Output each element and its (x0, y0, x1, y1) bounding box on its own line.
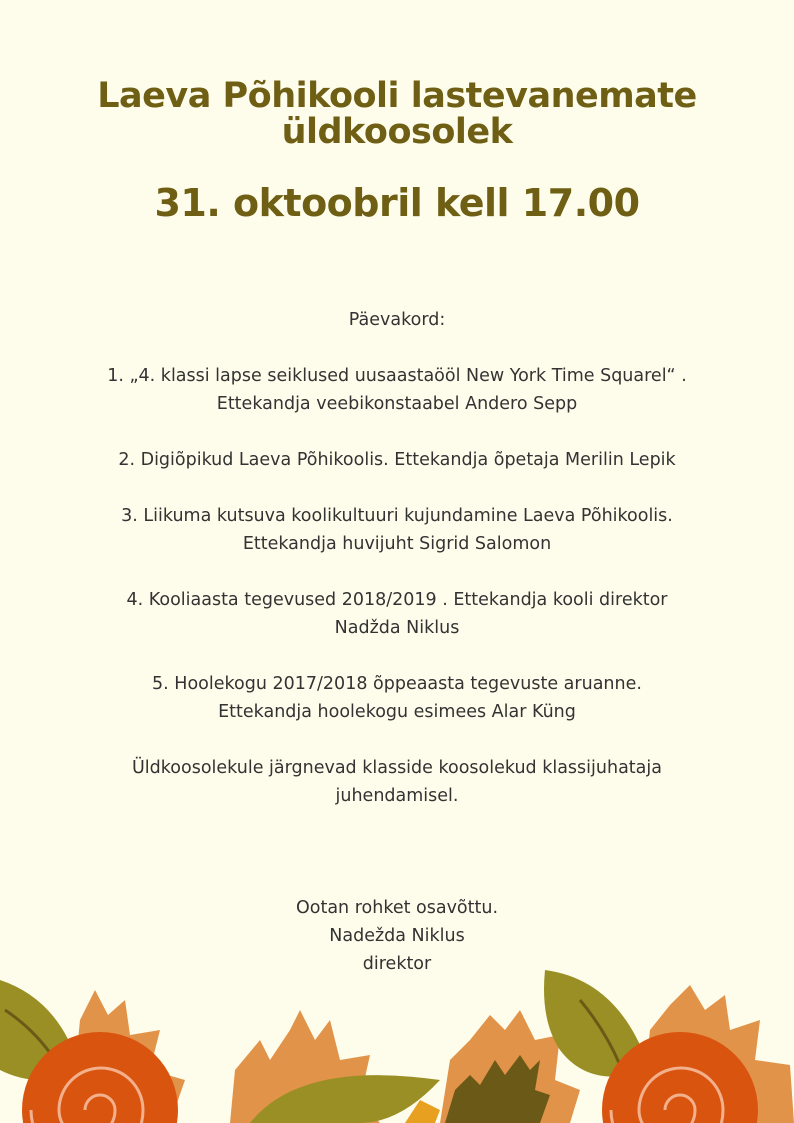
agenda-item-4-line-1: 4. Kooliaasta tegevused 2018/2019 . Ettekandja kooli direktor (126, 590, 668, 610)
title-line-2: üldkoosolek (281, 112, 513, 152)
agenda-item-3 (40, 502, 754, 558)
agenda-item-1-line-2: Ettekandja veebikonstaabel Andero Sepp (216, 394, 578, 414)
poster-title (0, 78, 794, 150)
agenda-note (40, 754, 754, 810)
agenda-note-line-1: Üldkoosolekule järgnevad klasside koosolekud klassijuhataja (132, 758, 662, 778)
agenda-item-5-line-1: 5. Hoolekogu 2017/2018 õppeaasta tegevuste aruanne. (152, 674, 642, 694)
agenda-heading: Päevakord: (348, 310, 446, 330)
agenda-item-5-line-2: Ettekandja hoolekogu esimees Alar Küng (218, 702, 576, 722)
agenda-item-2-line-1: 2. Digiõpikud Laeva Põhikoolis. Ettekandja õpetaja Merilin Lepik (118, 450, 676, 470)
agenda-item-5 (40, 670, 754, 726)
agenda (40, 306, 754, 838)
agenda-item-1 (40, 362, 754, 418)
title-line-1: Laeva Põhikooli lastevanemate (97, 76, 697, 116)
agenda-item-1-line-1: 1. „4. klassi lapse seiklused uusaastaööl New York Time Squarel“ . (107, 366, 687, 386)
signer-name: Nadežda Niklus (329, 926, 465, 946)
agenda-item-2 (40, 446, 754, 474)
agenda-item-4 (40, 586, 754, 642)
closing-invitation: Ootan rohket osavõttu. (295, 898, 499, 918)
agenda-item-4-line-2: Nadžda Niklus (334, 618, 460, 638)
signer-title: direktor (362, 954, 432, 974)
autumn-leaves-border-icon (0, 960, 794, 1123)
agenda-note-line-2: juhendamisel. (335, 786, 459, 806)
meeting-date: 31. oktoobril kell 17.00 (154, 181, 640, 225)
agenda-item-3-line-2: Ettekandja huvijuht Sigrid Salomon (242, 534, 552, 554)
agenda-item-3-line-1: 3. Liikuma kutsuva koolikultuuri kujundamine Laeva Põhikoolis. (121, 506, 673, 526)
